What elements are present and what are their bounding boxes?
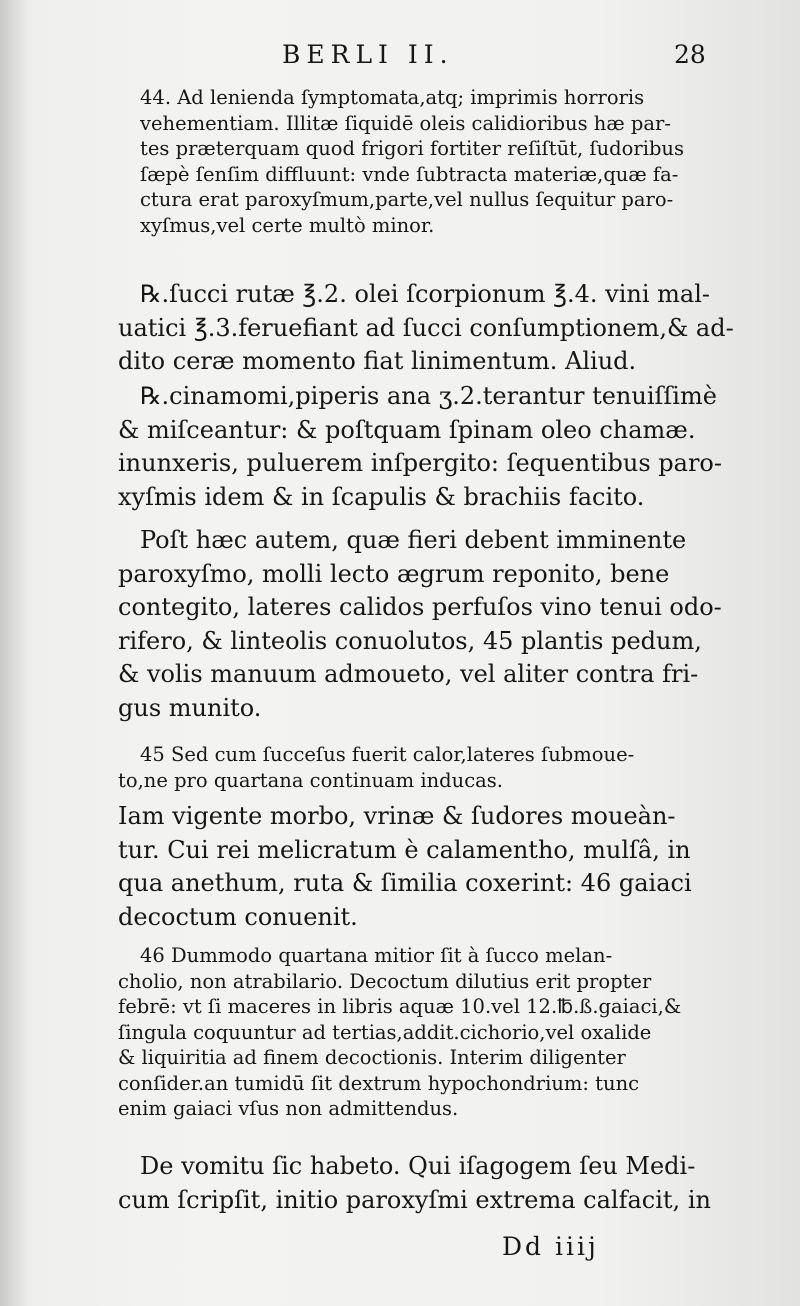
note-46 [118, 943, 718, 1122]
text-line: dito ceræ momento fiat linimentum. Aliud. [118, 347, 637, 375]
text-line: febrē: vt ſi maceres in libris aquæ 10.vel 12.℔.ß.gaiaci,& [118, 995, 682, 1018]
text-line: & volis manuum admoueto, vel aliter contra fri- [118, 660, 699, 688]
text-line: & miſceantur: & poſtquam ſpinam oleo chamæ. [118, 415, 696, 444]
text-line: vehementiam. Illitæ ſiquidē oleis calidioribus hæ par- [140, 111, 671, 135]
text-line: 46 Dummodo quartana mitior ſit à ſucco melan- [140, 944, 613, 967]
text-line: cholio, non atrabilario. Decoctum dilutius erit propter [118, 969, 652, 993]
text-line: cum ſcripſit, initio paroxyſmi extrema calfacit, in [118, 1185, 711, 1214]
text-line: paroxyſmo, molli lecto ægrum reponito, bene [118, 559, 670, 588]
text-line: gus munito. [118, 693, 262, 722]
recipe-cinnamon-powder [118, 380, 722, 514]
text-line: to,ne pro quartana continuam inducas. [118, 768, 503, 792]
text-line: enim gaiaci vſus non admittendus. [118, 1097, 459, 1120]
running-title: BERLI II. [282, 40, 454, 69]
paragraph-post-haec [118, 524, 722, 725]
text-line: ſingula coquuntur ad tertias,addit.cichorio,vel oxalide [118, 1020, 652, 1044]
text-line: Iam vigente morbo, vrinæ & ſudores moueàn- [118, 802, 676, 830]
text-line: 45 Sed cum ſucceſus fuerit calor,lateres ſubmoue- [140, 743, 635, 766]
page-header [0, 40, 800, 80]
text-line: rifero, & linteolis conuolutos, 45 plantis pedum, [118, 626, 702, 655]
paragraph-de-vomitu [118, 1150, 718, 1217]
text-line: ℞.ſucci rutæ ℥.2. olei ſcorpionum ℥.4. vini mal- [140, 280, 710, 308]
note-45 [118, 742, 718, 793]
text-line: ctura erat paroxyſmum,parte,vel nullus ſequitur paro- [140, 188, 674, 211]
text-line: xyſmis idem & in ſcapulis & brachiis facito. [118, 482, 645, 511]
paragraph-iam-vigente [118, 800, 718, 934]
recipe-rue-liniment [118, 278, 734, 379]
text-line: uatici ℥.3.feruefiant ad ſucci conſumptionem,& ad- [118, 313, 734, 342]
text-line: ℞.cinamomi,piperis ana ʒ.2.terantur tenuiſſimè [140, 382, 717, 410]
text-line: xyſmus,vel certe multò minor. [140, 213, 435, 237]
text-line: decoctum conuenit. [118, 902, 358, 931]
text-line: inunxeris, puluerem inſpergito: ſequentibus paro- [118, 449, 722, 477]
note-44 [118, 85, 740, 238]
text-line: 44. Ad lenienda ſymptomata,atq; imprimis horroris [140, 86, 645, 109]
signature-mark: Dd iiij [502, 1232, 599, 1261]
text-line: tes præterquam quod frigori fortiter reſiſtūt, ſudoribus [140, 137, 685, 160]
text-line: De vomitu ſic habeto. Qui iſagogem ſeu Medi- [140, 1152, 696, 1180]
text-line: conſider.an tumidū ſit dextrum hypochondrium: tunc [118, 1071, 640, 1095]
text-line: contegito, lateres calidos perfuſos vino tenui odo- [118, 593, 722, 621]
page-number: 28 [674, 40, 706, 69]
text-line: ſæpè ſenſim diffluunt: vnde ſubtracta materiæ,quæ fa- [140, 162, 679, 186]
text-line: qua anethum, ruta & ſimilia coxerint: 46 gaiaci [118, 869, 692, 897]
text-line: Poſt hæc autem, quæ fieri debent imminente [140, 526, 687, 554]
text-line: tur. Cui rei melicratum è calamentho, mulſâ, in [118, 835, 691, 864]
text-line: & liquiritia ad finem decoctionis. Interim diligenter [118, 1046, 626, 1069]
